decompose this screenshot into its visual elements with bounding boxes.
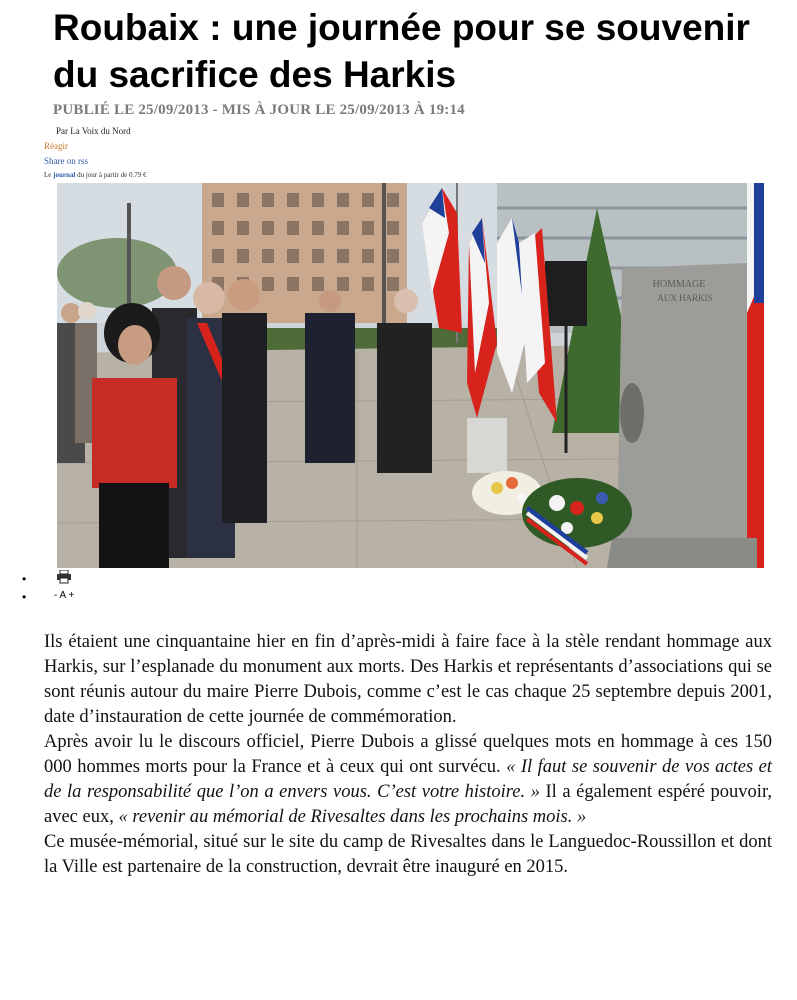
spectators — [57, 302, 97, 463]
paragraph-2-text-a: Après avoir lu le discours officiel, Pierre Dubois a glissé quelques mots en hommage à ces 150 000 hommes morts pour la France et à ceux qui ont survécu. — [44, 732, 772, 777]
lamp-pole — [127, 203, 131, 303]
bullet-dot: • — [22, 572, 27, 586]
react-link[interactable]: Réagir — [44, 141, 68, 151]
trees-left — [57, 238, 177, 308]
article-body — [44, 630, 772, 880]
stele-medallion — [620, 383, 644, 443]
promo-prefix: Le — [44, 171, 54, 179]
flag-pedestal — [467, 418, 507, 473]
share-rss-link[interactable]: Share on rss — [44, 156, 88, 166]
article-headline: Roubaix : une journée pour se souvenir du sacrifice des Harkis — [53, 7, 750, 95]
promo-suffix: du jour à partir de 0.79 € — [75, 171, 147, 179]
newspaper-promo[interactable] — [44, 171, 146, 179]
author-byline: Par La Voix du Nord — [56, 126, 131, 136]
font-size-control[interactable]: - A + — [54, 590, 75, 601]
publication-date: PUBLIÉ LE 25/09/2013 - MIS À JOUR LE 25/09/2013 À 19:14 — [53, 102, 465, 118]
printer-icon[interactable] — [56, 570, 74, 584]
paragraph-2-text-b: Il a également espéré pouvoir, avec eux, — [44, 782, 772, 827]
ceremony-photo-illustration — [57, 183, 764, 568]
quote-2: « revenir au mémorial de Rivesaltes dans les prochains mois. » — [118, 807, 587, 827]
promo-highlight: journal — [53, 171, 76, 179]
ceremony-photo — [57, 183, 764, 568]
bullet-dot: • — [22, 590, 27, 604]
stele-inscription-2: AUX HARKIS — [657, 293, 713, 303]
quote-1: « Il faut se souvenir de vos actes et de la responsabilité que l’on a envers vous. C’est votre histoire. » — [44, 757, 772, 802]
stele-base — [607, 538, 757, 568]
article-paragraph-2 — [44, 730, 772, 830]
article-paragraph-3: Ce musée-mémorial, situé sur le site du camp de Rivesaltes dans le Languedoc-Roussillon et dont la Ville est partenaire de la construction, devrait être inauguré en 2015. — [44, 832, 772, 877]
article-paragraph-1: Ils étaient une cinquantaine hier en fin d’après-midi à faire face à la stèle rendant hommage aux Harkis, sur l’esplanade du monument aux morts. Des Harkis et représentants d’associations qui se sont réunis autour du maire Pierre Dubois, comme c’est le cas chaque 25 septembre depuis 2001, date d’instauration de cette journée de commémoration. — [44, 632, 772, 727]
loudspeaker — [545, 261, 587, 326]
stele-inscription-1: HOMMAGE — [652, 279, 706, 290]
lamp-pole — [382, 183, 386, 333]
